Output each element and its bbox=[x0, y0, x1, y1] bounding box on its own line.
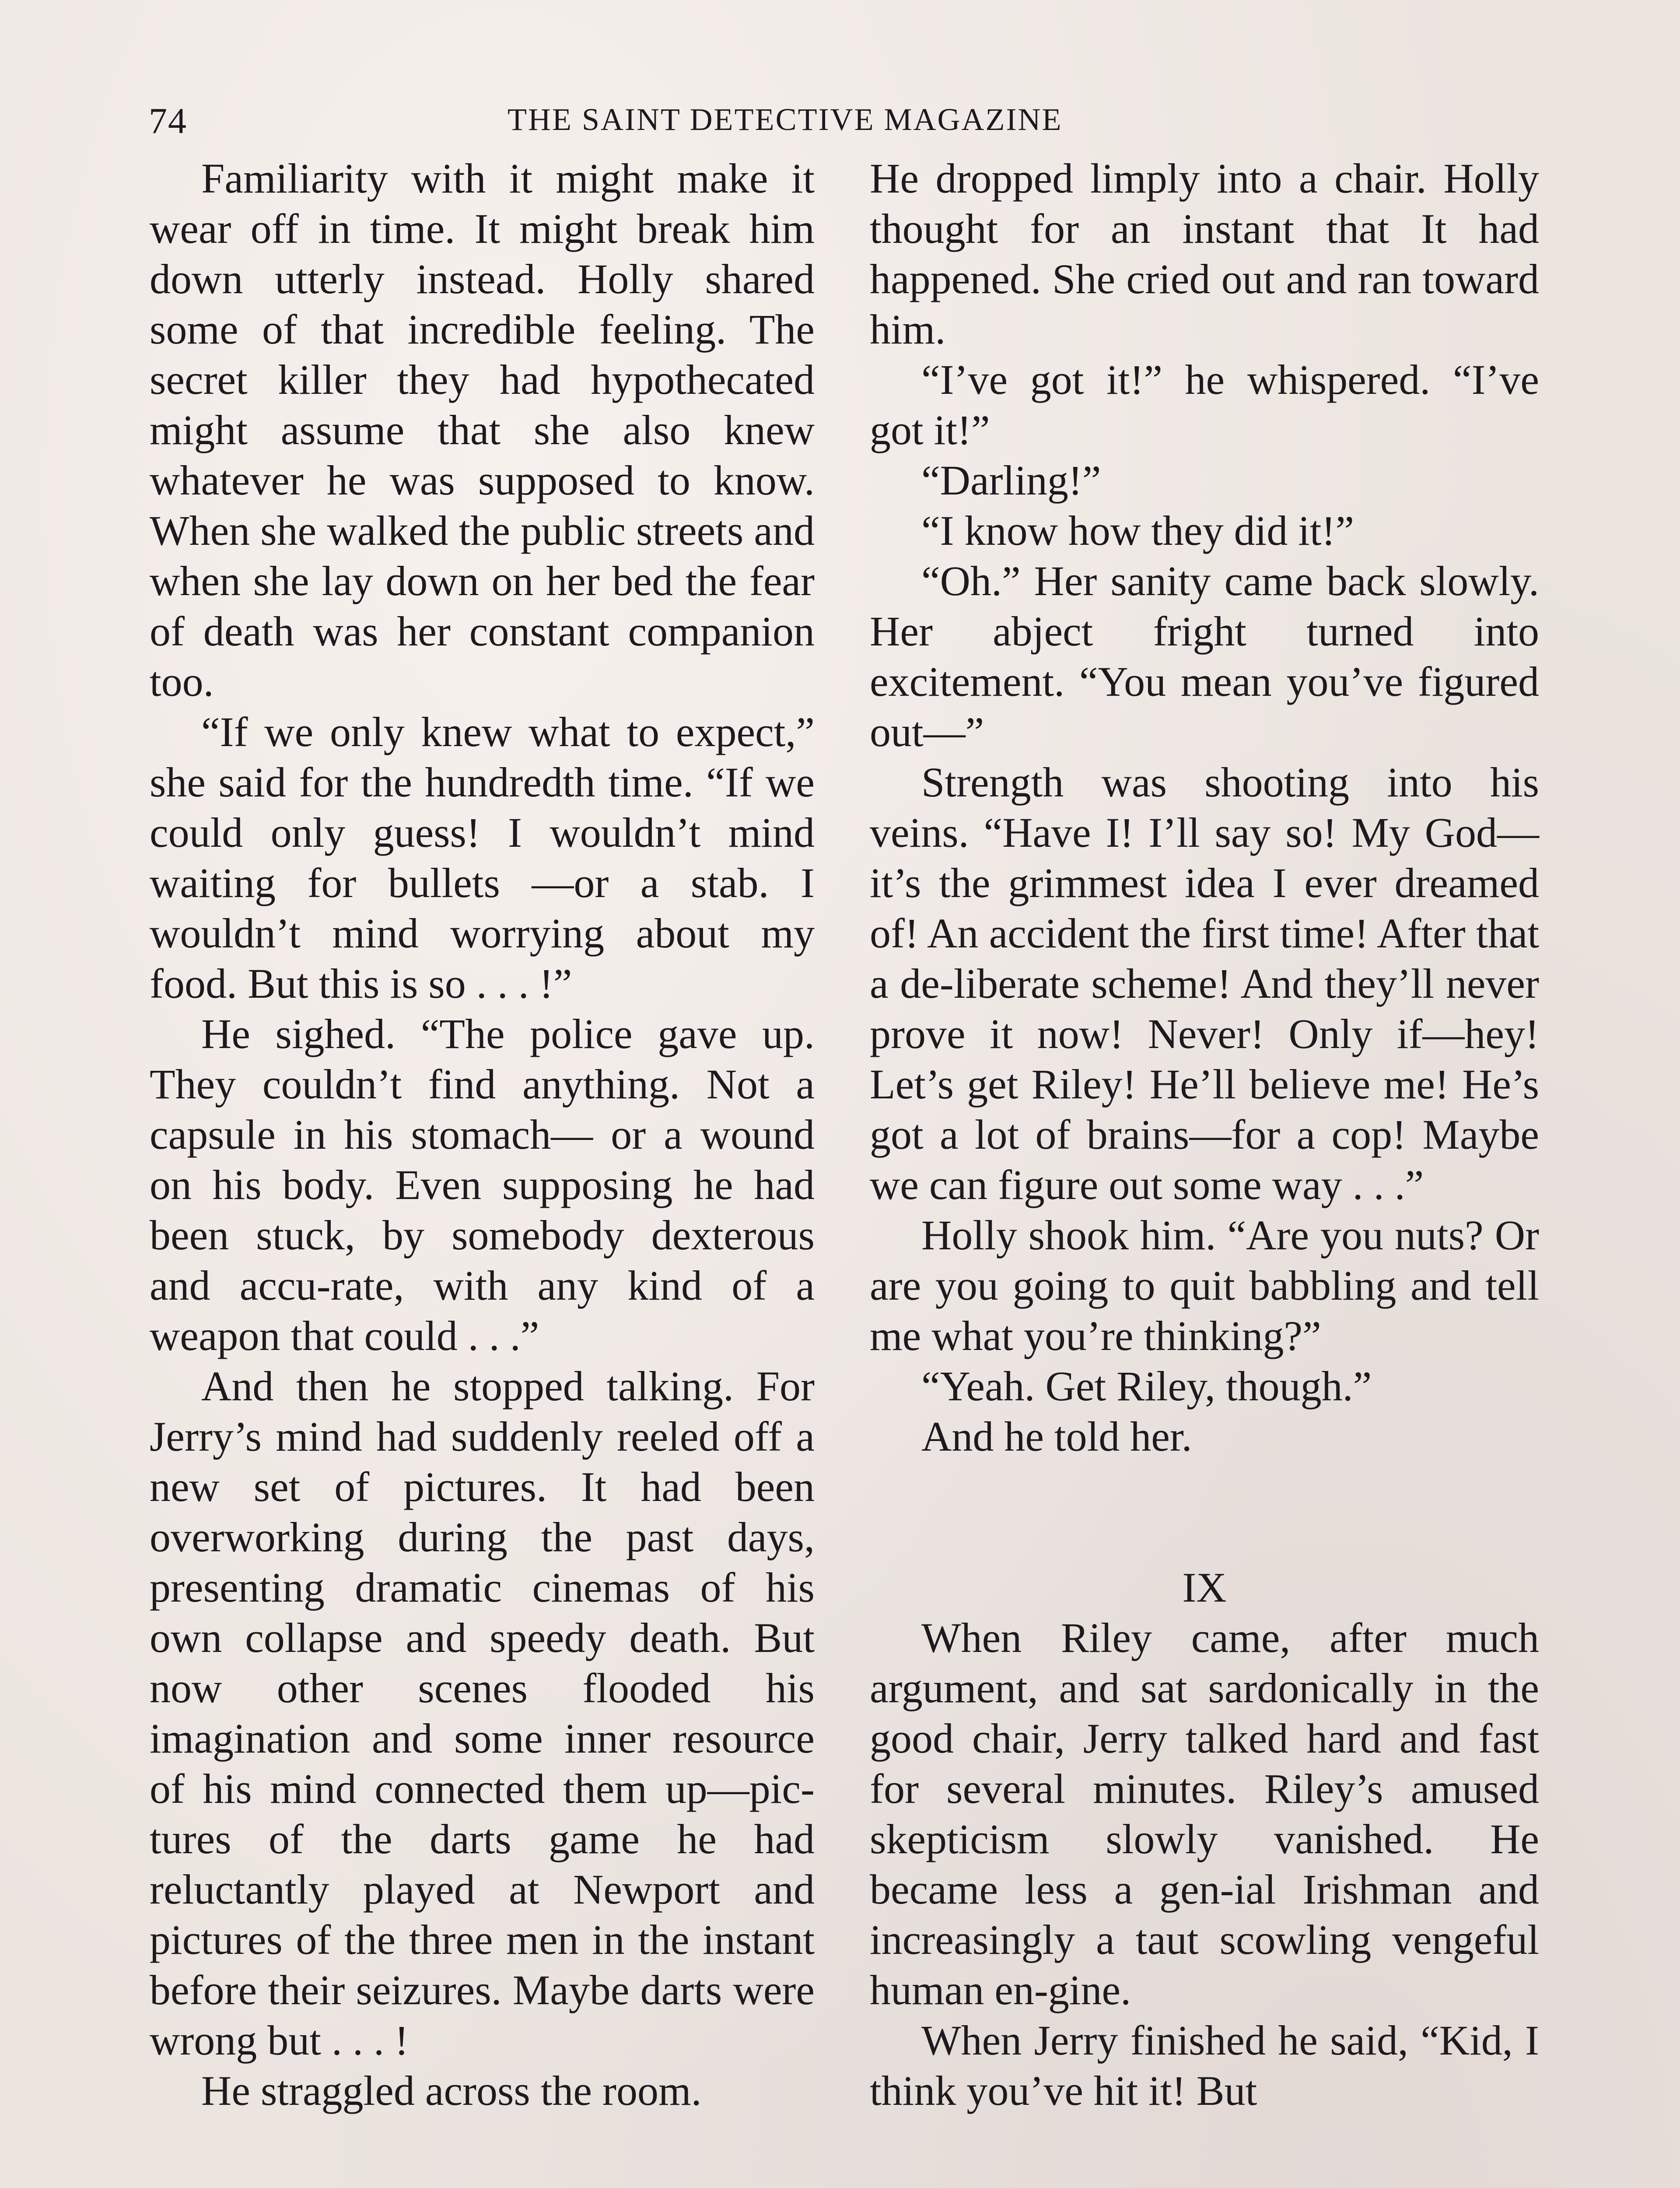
paragraph: “I know how they did it!” bbox=[921, 507, 1354, 554]
paragraph: Strength was shooting into his veins. “Have I! I’ll say so! My God—it’s the grimmest idea I ever dreamed of! An accident the first time! After that a de-liberate scheme! And they’ll never prove it now! Never! Only if—hey! Let’s get Riley! He’ll believe me! He’s got a lot of brains—for a cop! Maybe we can figure out some way . . .” bbox=[870, 759, 1539, 1208]
paragraph: He sighed. “The police gave up. They couldn’t find anything. Not a capsule in his stomach— or a wound on his body. Even supposing he had been stuck, by somebody dexterous and accu-rate, with any kind of a weapon that could . . .” bbox=[150, 1010, 815, 1359]
left-column bbox=[150, 153, 815, 2116]
paragraph: And he told her. bbox=[921, 1413, 1192, 1460]
paragraph: “Oh.” Her sanity came back slowly. Her abject fright turned into excitement. “You mean you’ve figured out—” bbox=[870, 558, 1539, 755]
running-head: THE SAINT DETECTIVE MAGAZINE bbox=[508, 102, 1063, 137]
paragraph: “Yeah. Get Riley, though.” bbox=[921, 1363, 1372, 1410]
paragraph: “Darling!” bbox=[921, 457, 1101, 504]
paragraph: Familiarity with it might make it wear off in time. It might break him down utterly instead. Holly shared some of that incredible feeling. The secret killer they had hypothecated might assume that she also knew whatever he was supposed to know. When she walked the public streets and when she lay down on her bed the fear of death was her constant companion too. bbox=[150, 155, 815, 705]
right-column bbox=[870, 153, 1539, 2116]
paragraph: “If we only knew what to expect,” she said for the hundredth time. “If we could only guess! I wouldn’t mind waiting for bullets —or a stab. I wouldn’t mind worrying about my food. But this is so . . . !” bbox=[150, 708, 815, 1007]
chapter-spacer bbox=[870, 1462, 1539, 1562]
paragraph: When Jerry finished he said, “Kid, I think you’ve hit it! But bbox=[870, 2017, 1539, 2114]
chapter-heading: IX bbox=[1182, 1564, 1227, 1611]
paragraph: He straggled across the room. bbox=[201, 2067, 702, 2114]
paragraph: “I’ve got it!” he whispered. “I’ve got it!” bbox=[870, 356, 1539, 453]
paragraph: And then he stopped talking. For Jerry’s mind had suddenly reeled off a new set of pictures. It had been overworking during the past days, presenting dramatic cinemas of his own collapse and speedy death. But now other scenes flooded his imagination and some inner resource of his mind connected them up—pic-tures of the darts game he had reluctantly played at Newport and pictures of the three men in the instant before their seizures. Maybe darts were wrong but . . . ! bbox=[150, 1363, 815, 2064]
paragraph: He dropped limply into a chair. Holly thought for an instant that It had happened. She cried out and ran toward him. bbox=[870, 155, 1539, 353]
paragraph: When Riley came, after much argument, and sat sardonically in the good chair, Jerry talked hard and fast for several minutes. Riley’s amused skepticism slowly vanished. He became less a gen-ial Irishman and increasingly a taut scowling vengeful human en-gine. bbox=[870, 1614, 1539, 2013]
paragraph: Holly shook him. “Are you nuts? Or are you going to quit babbling and tell me what you’re thinking?” bbox=[870, 1212, 1539, 1359]
page-number: 74 bbox=[149, 101, 187, 141]
